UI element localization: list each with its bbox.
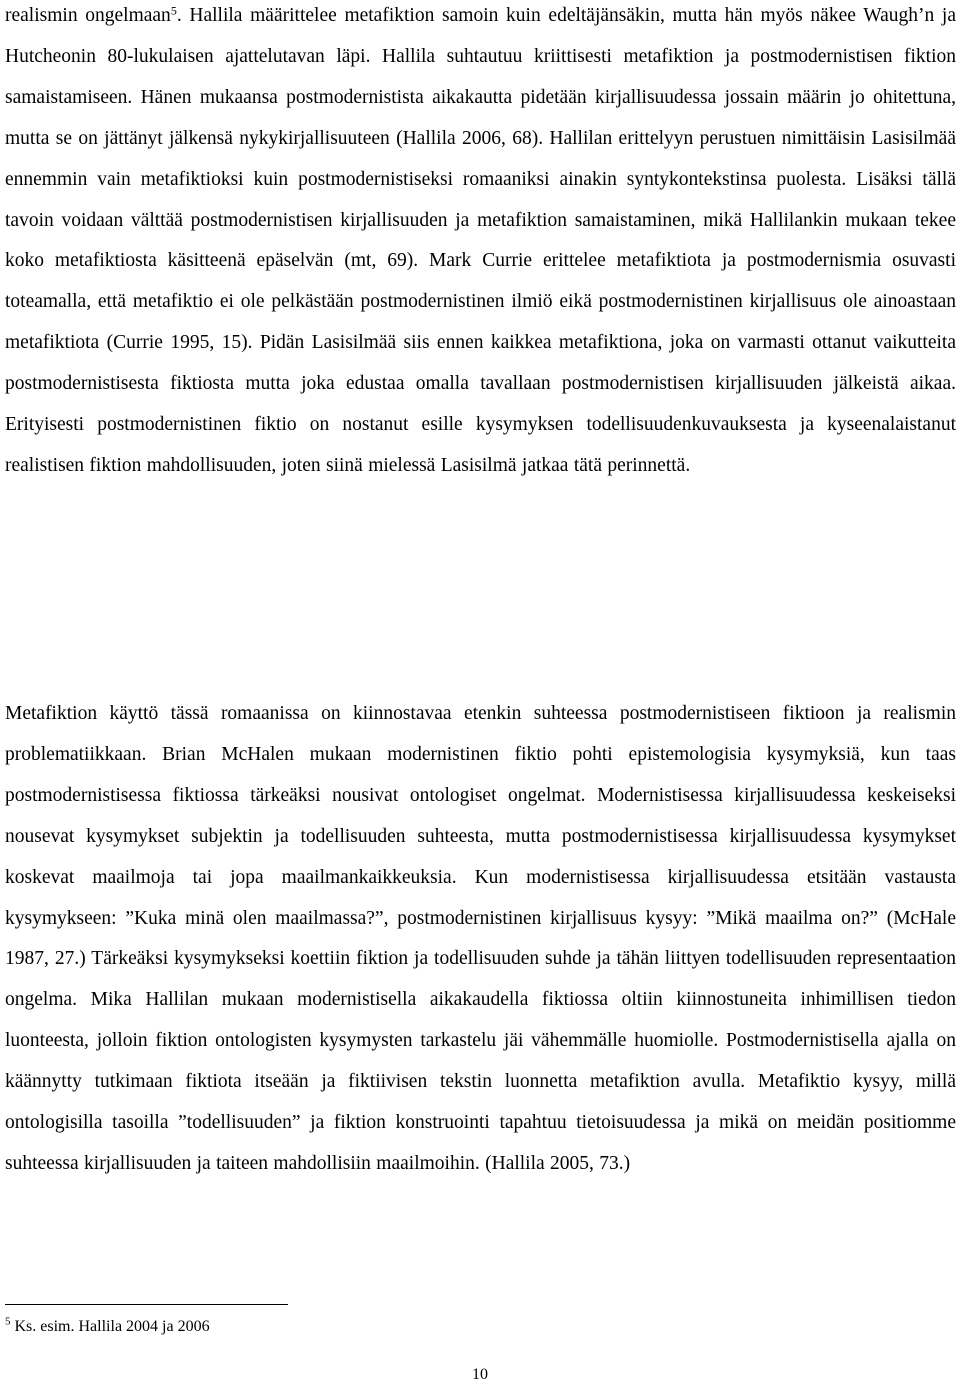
footnote-separator [5,1304,288,1305]
page-number: 10 [472,1366,488,1383]
body-paragraph-1 [5,0,956,487]
paragraph-2-text: Metafiktion käyttö tässä romaanissa on kiinnostavaa etenkin suhteessa postmodernistiseen fiktioon ja realismin problematiikkaan. Brian McHalen mukaan modernistinen fiktio pohti epistemologisia kysymyksiä, kun taas postmodernistisessa fiktiossa tärkeäksi nousivat ontologiset ongelmat. Modernistisessa kirjallisuudessa keskeiseksi nousevat kysymykset subjektin ja todellisuuden suhteesta, mutta postmodernistisessa kirjallisuudessa kysymykset koskevat maailmoja tai jopa maailmankaikkeuksia. Kun modernistisessa kirjallisuudessa etsitään vastausta kysymykseen: ”Kuka minä olen maailmassa?”, postmodernistinen kirjallisuus kysyy: ”Mikä maailma on?” (McHale 1987, 27.) Tärkeäksi kysymykseksi koettiin fiktion ja todellisuuden suhde ja tähän liittyen todellisuuden representaation ongelma. Mika Hallilan mukaan modernistisella aikakaudella fiktiossa oltiin kiinnostuneita inhimillisen tiedon luonteesta, jolloin fiktion ontologisten kysymysten tarkastelu jäi vähemmälle huomiolle. Postmodernistisella ajalla on käännytty tutkimaan fiktiota itseään ja fiktiivisen tekstin luonnetta metafiktion avulla. Metafiktio kysyy, millä ontologisilla tasoilla ”todellisuuden” ja fiktion konstruointi tapahtuu tietoisuudessa ja mikä on meidän positiomme suhteessa kirjallisuuden ja taiteen mahdollisiin maailmoihin. (Hallila 2005, 73.) [5,703,956,1174]
paragraph-1-lead: realismin ongelmaan [5,5,171,26]
footnote-reference[interactable]: 5 [170,3,177,18]
footnote-text: Ks. esim. Hallila 2004 ja 2006 [10,1318,210,1335]
body-paragraph-2 [5,694,956,1185]
footnote [5,1316,705,1338]
footnote-number: 5 [5,1315,11,1328]
paragraph-1-text: . Hallila määrittelee metafiktion samoin kuin edeltäjänsäkin, mutta hän myös näkee Waugh’n ja Hutcheonin 80-lukulaisen ajattelutavan läpi. Hallila suhtautuu kriittisesti metafiktion ja postmodernistisen fiktion samaistamiseen. Hänen mukaansa postmodernistista aikakautta pidetään kirjallisuudessa jossain määrin jo ohitettuna, mutta se on jättänyt jälkensä nykykirjallisuuteen (Hallila 2006, 68). Hallilan erittelyyn perustuen nimittäisin Lasisilmää ennemmin vain metafiktioksi kuin postmodernistiseksi romaaniksi ainakin syntykontekstinsa puolesta. Lisäksi tällä tavoin voidaan välttää postmodernistisen kirjallisuuden ja metafiktion samaistaminen, mikä Hallilankin mukaan tekee koko metafiktiosta käsitteenä epäselvän (mt, 69). Mark Currie erittelee metafiktiota ja postmodernismia osuvasti toteamalla, että metafiktio ei ole pelkästään postmodernistinen ilmiö eikä postmodernistinen kirjallisuus ole ainoastaan metafiktiota (Currie 1995, 15). Pidän Lasisilmää siis ennen kaikkea metafiktiona, joka on varmasti ottanut vaikutteita postmodernistisesta fiktiosta mutta joka edustaa omalla tavallaan postmodernistisen kirjallisuuden jälkeistä aikaa. Erityisesti postmodernistinen fiktio on nostanut esille kysymyksen todellisuudenkuvauksesta ja kyseenalaistanut realistisen fiktion mahdollisuuden, joten siinä mielessä Lasisilmä jatkaa tätä perinnettä. [5,5,956,476]
